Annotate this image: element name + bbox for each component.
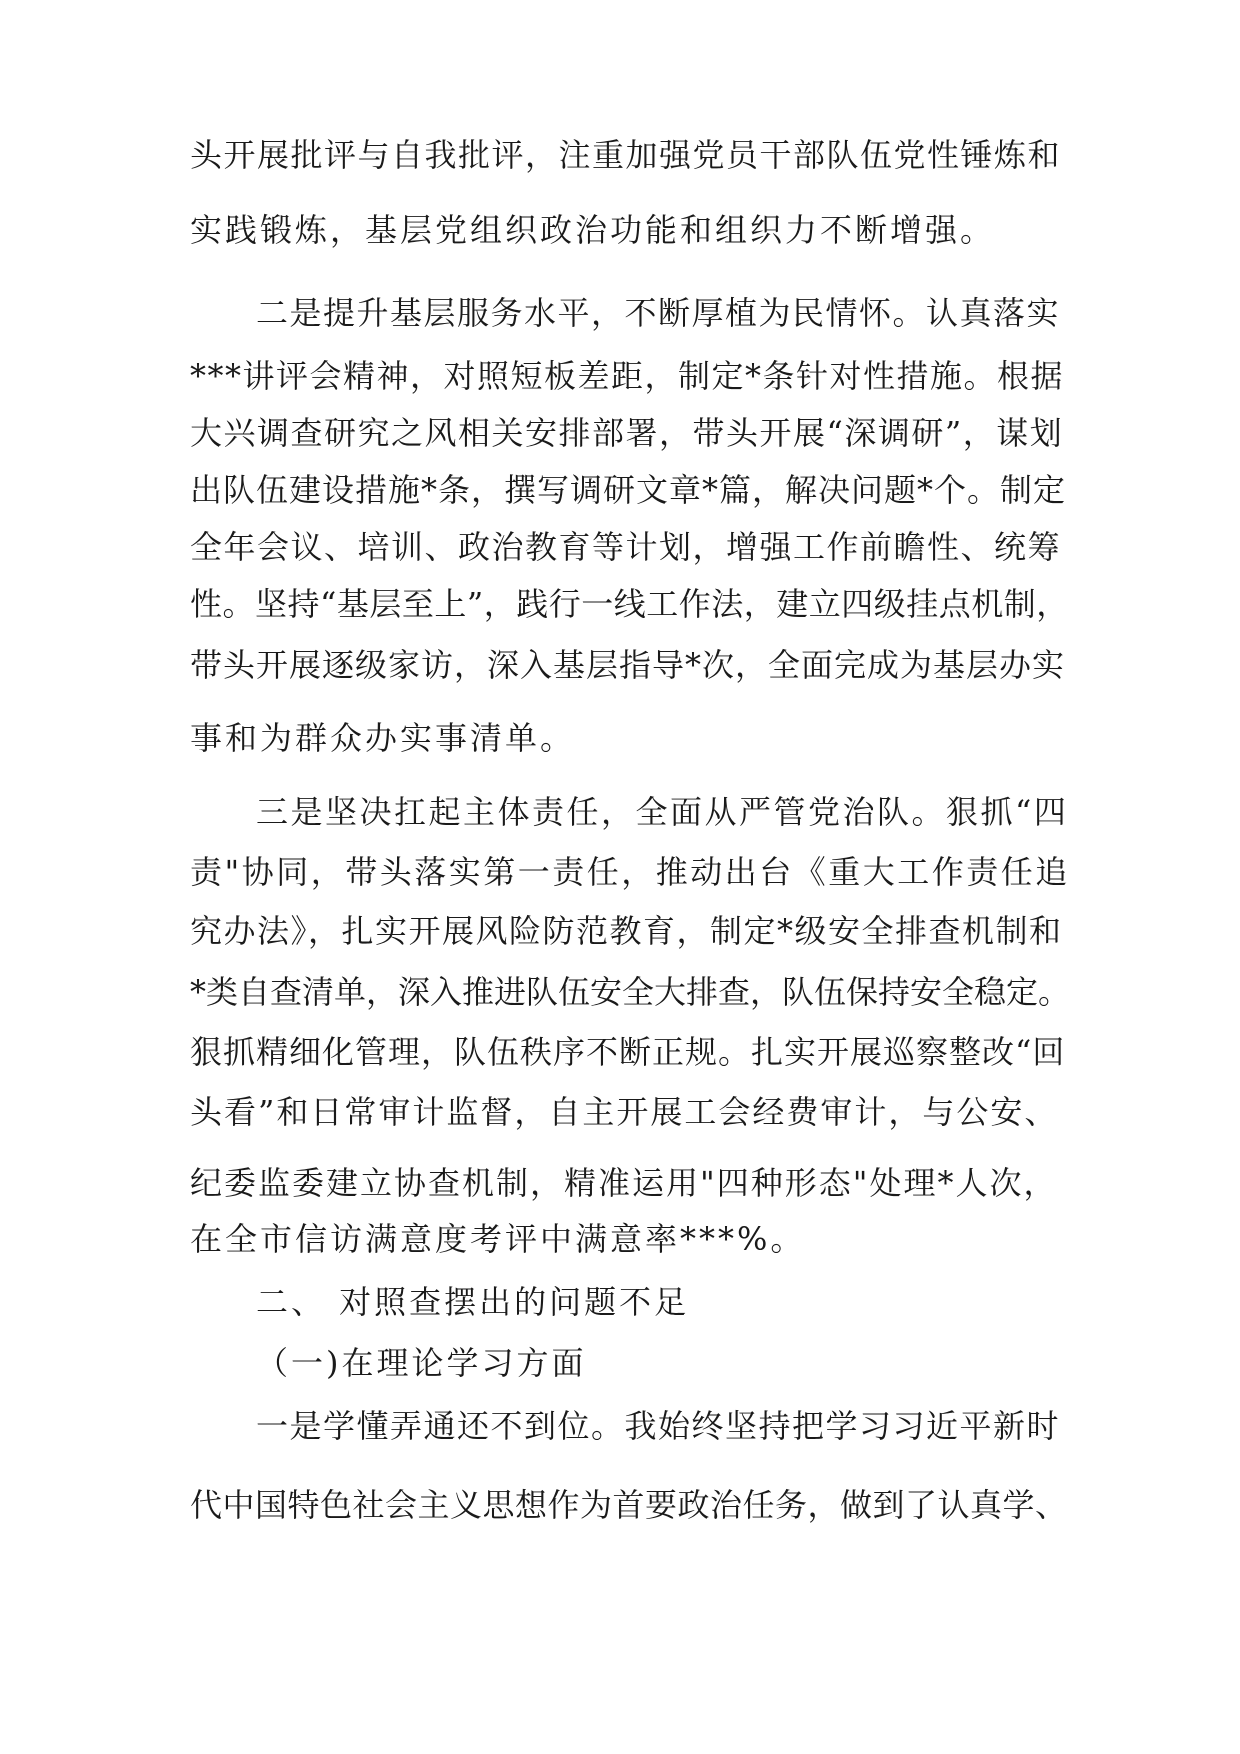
text-line: 纪委监委建立协查机制，精准运用"四种形态"处理*人次， — [190, 1164, 1058, 1202]
text-line: 出队伍建设措施*条，撰写调研文章*篇，解决问题*个。制定 — [190, 471, 1067, 509]
section-heading: 二、 对照查摆出的问题不足 — [256, 1283, 690, 1321]
text-line: 头看”和日常审计监督，自主开展工会经费审计，与公安、 — [190, 1093, 1059, 1131]
text-line: 事和为群众办实事清单。 — [190, 719, 576, 757]
text-line: 全年会议、培训、政治教育等计划，增强工作前瞻性、统筹 — [190, 528, 1062, 566]
text-line: 责"协同，带头落实第一责任，推动出台《重大工作责任追 — [190, 853, 1070, 891]
text-line: 三是坚决扛起主体责任，全面从严管党治队。狠抓“四 — [256, 793, 1069, 831]
text-line: 狠抓精细化管理，队伍秩序不断正规。扎实开展巡察整改“回 — [190, 1033, 1066, 1071]
text-line: 一是学懂弄通还不到位。我始终坚持把学习习近平新时 — [256, 1407, 1061, 1445]
text-line: 实践锻炼，基层党组织政治功能和组织力不断增强。 — [190, 211, 996, 249]
subsection-heading: （一)在理论学习方面 — [256, 1344, 587, 1382]
text-line: ***讲评会精神，对照短板差距，制定*条针对性措施。根据 — [190, 357, 1065, 395]
text-line: 带头开展逐级家访，深入基层指导*次，全面完成为基层办实 — [190, 646, 1066, 684]
text-line: 代中国特色社会主义思想作为首要政治任务，做到了认真学、 — [190, 1486, 1068, 1524]
text-line: 二是提升基层服务水平，不断厚植为民情怀。认真落实 — [256, 294, 1061, 332]
text-line: *类自查清单，深入推进队伍安全大排查，队伍保持安全稳定。 — [190, 973, 1071, 1011]
text-line: 大兴调查研究之风相关安排部署，带头开展“深调研”，谋划 — [190, 414, 1064, 452]
text-line: 在全市信访满意度考评中满意率***%。 — [190, 1220, 806, 1258]
text-line: 头开展批评与自我批评，注重加强党员干部队伍党性锤炼和 — [190, 136, 1062, 174]
text-line: 究办法》，扎实开展风险防范教育，制定*级安全排查机制和 — [190, 912, 1063, 950]
text-line: 性。坚持“基层至上”，践行一线工作法，建立四级挂点机制， — [190, 585, 1069, 623]
